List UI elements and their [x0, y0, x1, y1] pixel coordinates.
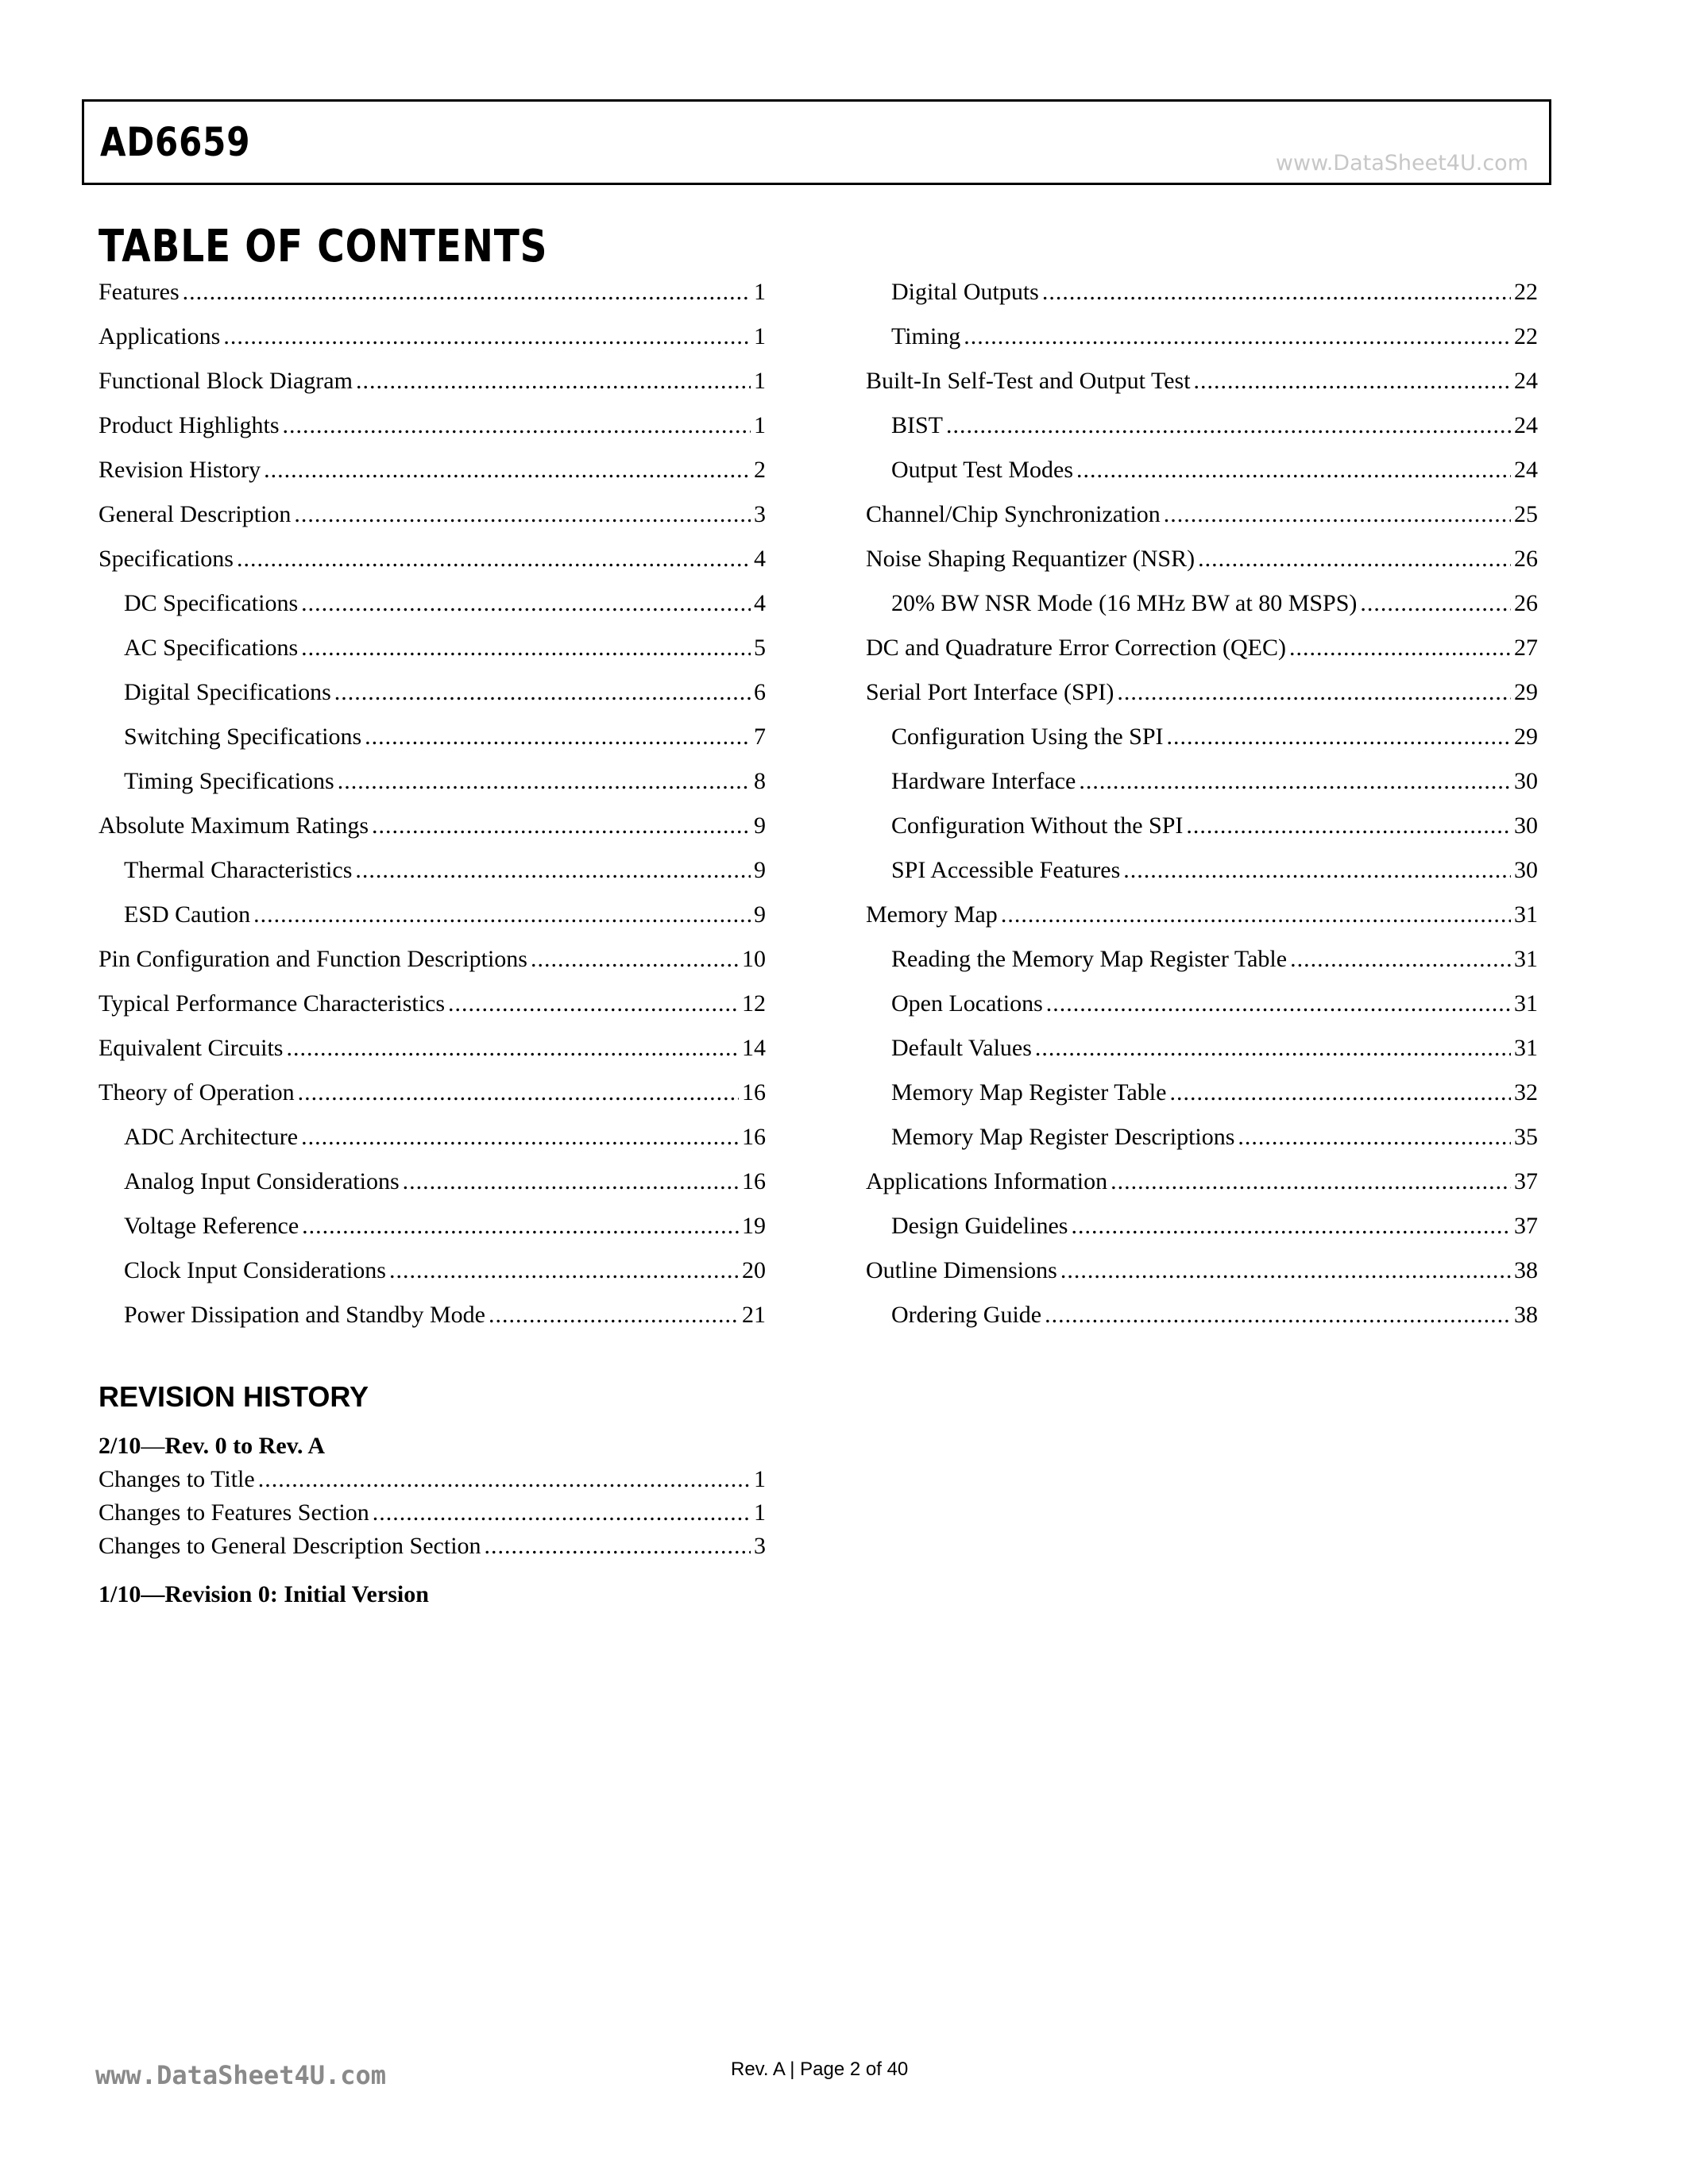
toc-entry-label: Design Guidelines [891, 1213, 1068, 1239]
toc-entry[interactable] [98, 715, 766, 759]
toc-column-left [98, 270, 766, 1337]
toc-entry-label: Memory Map Register Descriptions [891, 1124, 1235, 1150]
dot-leader [1360, 581, 1511, 626]
toc-entry-label: Hardware Interface [891, 768, 1076, 794]
toc-entry-label: Configuration Without the SPI [891, 812, 1184, 839]
dot-leader [301, 626, 751, 670]
toc-entry[interactable] [866, 492, 1538, 537]
dot-leader [1167, 715, 1512, 759]
toc-entry[interactable] [866, 1160, 1538, 1204]
toc-entry-label: Memory Map Register Table [891, 1079, 1167, 1106]
toc-entry-page: 38 [1514, 1302, 1538, 1328]
toc-entry[interactable] [866, 982, 1538, 1026]
toc-entry[interactable] [98, 759, 766, 804]
part-number: AD6659 [100, 119, 251, 165]
toc-entry[interactable] [866, 1293, 1538, 1337]
toc-entry-label: AC Specifications [124, 635, 299, 661]
dot-leader [1290, 937, 1511, 982]
toc-entry-page: 30 [1514, 812, 1538, 839]
toc-entry-label: Revision History [98, 457, 261, 483]
toc-entry[interactable] [866, 715, 1538, 759]
revision-rev-a-title [98, 1430, 766, 1463]
toc-entry-label: General Description [98, 501, 292, 527]
toc-entry-label: Configuration Using the SPI [891, 723, 1164, 750]
dot-leader [302, 1204, 739, 1248]
revision-rev-0-title: 1/10—Revision 0: Initial Version [98, 1581, 429, 1607]
toc-entry-page: 1 [754, 279, 766, 305]
toc-entry[interactable] [98, 359, 766, 403]
toc-entry[interactable] [866, 403, 1538, 448]
toc-entry-label: DC Specifications [124, 590, 299, 616]
toc-entry-page: 16 [742, 1079, 766, 1106]
revision-change-entry [98, 1463, 766, 1496]
dot-leader [1164, 492, 1511, 537]
dot-leader [264, 448, 751, 492]
dot-leader [294, 492, 751, 537]
toc-entry-page: 19 [742, 1213, 766, 1239]
dot-leader [448, 982, 739, 1026]
dot-leader [373, 1496, 751, 1530]
toc-entry-page: 31 [1514, 946, 1538, 972]
toc-entry-page: 9 [754, 812, 766, 839]
toc-entry-page: 27 [1514, 635, 1538, 661]
dot-leader [286, 1026, 739, 1071]
dot-leader [1046, 982, 1511, 1026]
toc-entry-label: Default Values [891, 1035, 1032, 1061]
toc-entry-page: 22 [1514, 323, 1538, 349]
dot-leader [1060, 1248, 1511, 1293]
toc-entry-page: 1 [754, 368, 766, 394]
toc-entry-label: Digital Specifications [124, 679, 331, 705]
toc-entry-label: Product Highlights [98, 412, 280, 438]
toc-entry-page: 5 [754, 635, 766, 661]
toc-entry-page: 4 [754, 546, 766, 572]
toc-entry-label: Theory of Operation [98, 1079, 295, 1106]
dot-leader [1289, 626, 1511, 670]
toc-entry-label: Functional Block Diagram [98, 368, 353, 394]
dot-leader [1238, 1115, 1511, 1160]
toc-entry-page: 38 [1514, 1257, 1538, 1283]
toc-entry-label: Open Locations [891, 990, 1043, 1017]
dot-leader [298, 1071, 739, 1115]
toc-entry-label: BIST [891, 412, 944, 438]
toc-entry-page: 24 [1514, 368, 1538, 394]
toc-entry[interactable] [866, 1071, 1538, 1115]
revision-dash: — [141, 1433, 165, 1459]
dot-leader [1045, 1293, 1511, 1337]
toc-entry[interactable] [98, 626, 766, 670]
toc-entry[interactable] [866, 1026, 1538, 1071]
toc-entry[interactable] [866, 1248, 1538, 1293]
toc-entry-label: Analog Input Considerations [124, 1168, 400, 1194]
toc-entry-label: Voltage Reference [124, 1213, 299, 1239]
toc-entry[interactable] [98, 893, 766, 937]
toc-entry-label: Specifications [98, 546, 234, 572]
toc-entry-page: 30 [1514, 768, 1538, 794]
toc-entry-label: Pin Configuration and Function Descriptions [98, 946, 527, 972]
toc-entry[interactable] [98, 804, 766, 848]
toc-entry-page: 4 [754, 590, 766, 616]
toc-entry[interactable] [866, 670, 1538, 715]
revision-change-entry [98, 1530, 766, 1563]
toc-entry-page: 16 [742, 1124, 766, 1150]
dot-leader [389, 1248, 739, 1293]
toc-entry[interactable] [866, 626, 1538, 670]
toc-entry-page: 6 [754, 679, 766, 705]
toc-entry-page: 24 [1514, 412, 1538, 438]
toc-entry-page: 1 [754, 412, 766, 438]
dot-leader [301, 581, 751, 626]
toc-entry[interactable] [866, 314, 1538, 359]
toc-entry-label: Noise Shaping Requantizer (NSR) [866, 546, 1196, 572]
toc-entry-page: 3 [754, 1533, 766, 1559]
dot-leader [356, 359, 751, 403]
dot-leader [1076, 448, 1511, 492]
toc-entry-page: 29 [1514, 723, 1538, 750]
dot-leader [223, 314, 751, 359]
dot-leader [1001, 893, 1511, 937]
toc-entry-page: 1 [754, 323, 766, 349]
revision-rev-a-date: 2/10 [98, 1433, 141, 1459]
toc-entry-page: 12 [742, 990, 766, 1017]
dot-leader [338, 759, 751, 804]
dot-leader [1123, 848, 1511, 893]
revision-rev-a-label: Rev. 0 to Rev. A [164, 1433, 325, 1459]
toc-entry[interactable] [98, 1115, 766, 1160]
toc-entry-page: 30 [1514, 857, 1538, 883]
dot-leader [485, 1530, 751, 1563]
dot-leader [365, 715, 751, 759]
toc-entry-page: 32 [1514, 1079, 1538, 1106]
toc-entry-label: Serial Port Interface (SPI) [866, 679, 1114, 705]
toc-entry-page: 14 [742, 1035, 766, 1061]
toc-entry-page: 8 [754, 768, 766, 794]
toc-entry-label: Changes to General Description Section [98, 1533, 481, 1559]
revision-rev-a-changes [98, 1463, 766, 1563]
dot-leader [489, 1293, 739, 1337]
toc-entry[interactable] [98, 492, 766, 537]
toc-entry-label: Typical Performance Characteristics [98, 990, 446, 1017]
dot-leader [258, 1463, 751, 1496]
toc-entry[interactable] [866, 448, 1538, 492]
toc-entry[interactable] [98, 448, 766, 492]
toc-entry[interactable] [98, 670, 766, 715]
dot-leader [334, 670, 751, 715]
toc-entry[interactable] [98, 403, 766, 448]
toc-entry[interactable] [98, 537, 766, 581]
dot-leader [1042, 270, 1511, 314]
revision-rev-0 [98, 1578, 766, 1611]
toc-entry-page: 26 [1514, 590, 1538, 616]
toc-entry-label: Features [98, 279, 180, 305]
dot-leader [1079, 759, 1511, 804]
toc-entry[interactable] [866, 1115, 1538, 1160]
toc-entry-label: DC and Quadrature Error Correction (QEC) [866, 635, 1286, 661]
toc-entry-page: 7 [754, 723, 766, 750]
toc-entry-page: 35 [1514, 1124, 1538, 1150]
toc-entry-page: 16 [742, 1168, 766, 1194]
toc-entry-label: ADC Architecture [124, 1124, 299, 1150]
toc-entry-label: Power Dissipation and Standby Mode [124, 1302, 485, 1328]
toc-entry[interactable] [98, 1293, 766, 1337]
toc-entry-page: 1 [754, 1466, 766, 1492]
toc-entry-label: Applications [98, 323, 221, 349]
toc-entry-label: Applications Information [866, 1168, 1108, 1194]
toc-entry[interactable] [98, 1071, 766, 1115]
toc-column-right [866, 270, 1538, 1337]
toc-entry-page: 25 [1514, 501, 1538, 527]
revision-change-entry [98, 1496, 766, 1530]
toc-entry-label: Ordering Guide [891, 1302, 1042, 1328]
toc-entry-page: 21 [742, 1302, 766, 1328]
dot-leader [283, 403, 751, 448]
revision-rev-a [98, 1430, 766, 1563]
dot-leader [403, 1160, 739, 1204]
toc-entry-page: 1 [754, 1499, 766, 1526]
toc-entry-page: 2 [754, 457, 766, 483]
toc-entry-page: 31 [1514, 1035, 1538, 1061]
toc-entry-label: Changes to Title [98, 1466, 255, 1492]
dot-leader [301, 1115, 739, 1160]
dot-leader [372, 804, 751, 848]
dot-leader [253, 893, 751, 937]
footer-page-info: Rev. A | Page 2 of 40 [731, 2059, 909, 2080]
toc-entry[interactable] [866, 581, 1538, 626]
dot-leader [1194, 359, 1511, 403]
toc-entry-label: Thermal Characteristics [124, 857, 353, 883]
toc-entry-label: Timing [891, 323, 961, 349]
dot-leader [1117, 670, 1511, 715]
toc-entry-page: 10 [742, 946, 766, 972]
dot-leader [531, 937, 739, 982]
toc-entry-label: Memory Map [866, 901, 998, 928]
toc-entry-page: 3 [754, 501, 766, 527]
toc-title: TABLE OF CONTENTS [98, 221, 548, 272]
toc-entry[interactable] [98, 314, 766, 359]
toc-entry[interactable] [98, 1026, 766, 1071]
toc-entry-label: Equivalent Circuits [98, 1035, 284, 1061]
toc-entry-page: 26 [1514, 546, 1538, 572]
toc-entry[interactable] [98, 1204, 766, 1248]
dot-leader [946, 403, 1511, 448]
toc-entry[interactable] [866, 359, 1538, 403]
toc-entry[interactable] [866, 1204, 1538, 1248]
toc-entry-page: 20 [742, 1257, 766, 1283]
toc-entry[interactable] [866, 937, 1538, 982]
toc-entry-label: Clock Input Considerations [124, 1257, 386, 1283]
dot-leader [355, 848, 751, 893]
toc-entry-label: ESD Caution [124, 901, 251, 928]
dot-leader [1198, 537, 1511, 581]
toc-entry-label: SPI Accessible Features [891, 857, 1121, 883]
dot-leader [1186, 804, 1511, 848]
toc-entry-page: 37 [1514, 1168, 1538, 1194]
toc-entry[interactable] [98, 1248, 766, 1293]
toc-entry-page: 24 [1514, 457, 1538, 483]
toc-entry-page: 22 [1514, 279, 1538, 305]
dot-leader [1035, 1026, 1511, 1071]
toc-entry-label: Digital Outputs [891, 279, 1039, 305]
toc-entry[interactable] [866, 759, 1538, 804]
toc-entry[interactable] [98, 581, 766, 626]
toc-entry-label: 20% BW NSR Mode (16 MHz BW at 80 MSPS) [891, 590, 1358, 616]
dot-leader [1169, 1071, 1511, 1115]
toc-entry-page: 29 [1514, 679, 1538, 705]
footer-watermark-link[interactable]: www.DataSheet4U.com [95, 2060, 387, 2090]
toc-entry[interactable] [98, 982, 766, 1026]
toc-entry[interactable] [866, 270, 1538, 314]
toc-entry[interactable] [98, 848, 766, 893]
toc-entry[interactable] [98, 1160, 766, 1204]
toc-entry-label: Changes to Features Section [98, 1499, 369, 1526]
toc-entry[interactable] [98, 270, 766, 314]
revision-history-heading: REVISION HISTORY [98, 1380, 369, 1413]
toc-entry[interactable] [98, 937, 766, 982]
toc-entry-label: Output Test Modes [891, 457, 1074, 483]
toc-entry-page: 9 [754, 901, 766, 928]
toc-entry-page: 31 [1514, 990, 1538, 1017]
dot-leader [183, 270, 751, 314]
toc-entry[interactable] [866, 804, 1538, 848]
toc-entry-page: 9 [754, 857, 766, 883]
toc-entry-page: 37 [1514, 1213, 1538, 1239]
toc-entry-page: 31 [1514, 901, 1538, 928]
toc-entry-label: Reading the Memory Map Register Table [891, 946, 1288, 972]
toc-entry-label: Built-In Self-Test and Output Test [866, 368, 1191, 394]
toc-entry-label: Outline Dimensions [866, 1257, 1057, 1283]
dot-leader [237, 537, 751, 581]
toc-entry-label: Channel/Chip Synchronization [866, 501, 1161, 527]
toc-entry-label: Absolute Maximum Ratings [98, 812, 369, 839]
toc-entry[interactable] [866, 537, 1538, 581]
toc-entry-label: Switching Specifications [124, 723, 362, 750]
header-watermark-link[interactable]: www.DataSheet4U.com [1275, 151, 1528, 176]
toc-entry-label: Timing Specifications [124, 768, 334, 794]
dot-leader [1071, 1204, 1511, 1248]
dot-leader [1111, 1160, 1511, 1204]
header-box [82, 99, 1551, 185]
toc-entry[interactable] [866, 848, 1538, 893]
toc-entry[interactable] [866, 893, 1538, 937]
dot-leader [964, 314, 1511, 359]
